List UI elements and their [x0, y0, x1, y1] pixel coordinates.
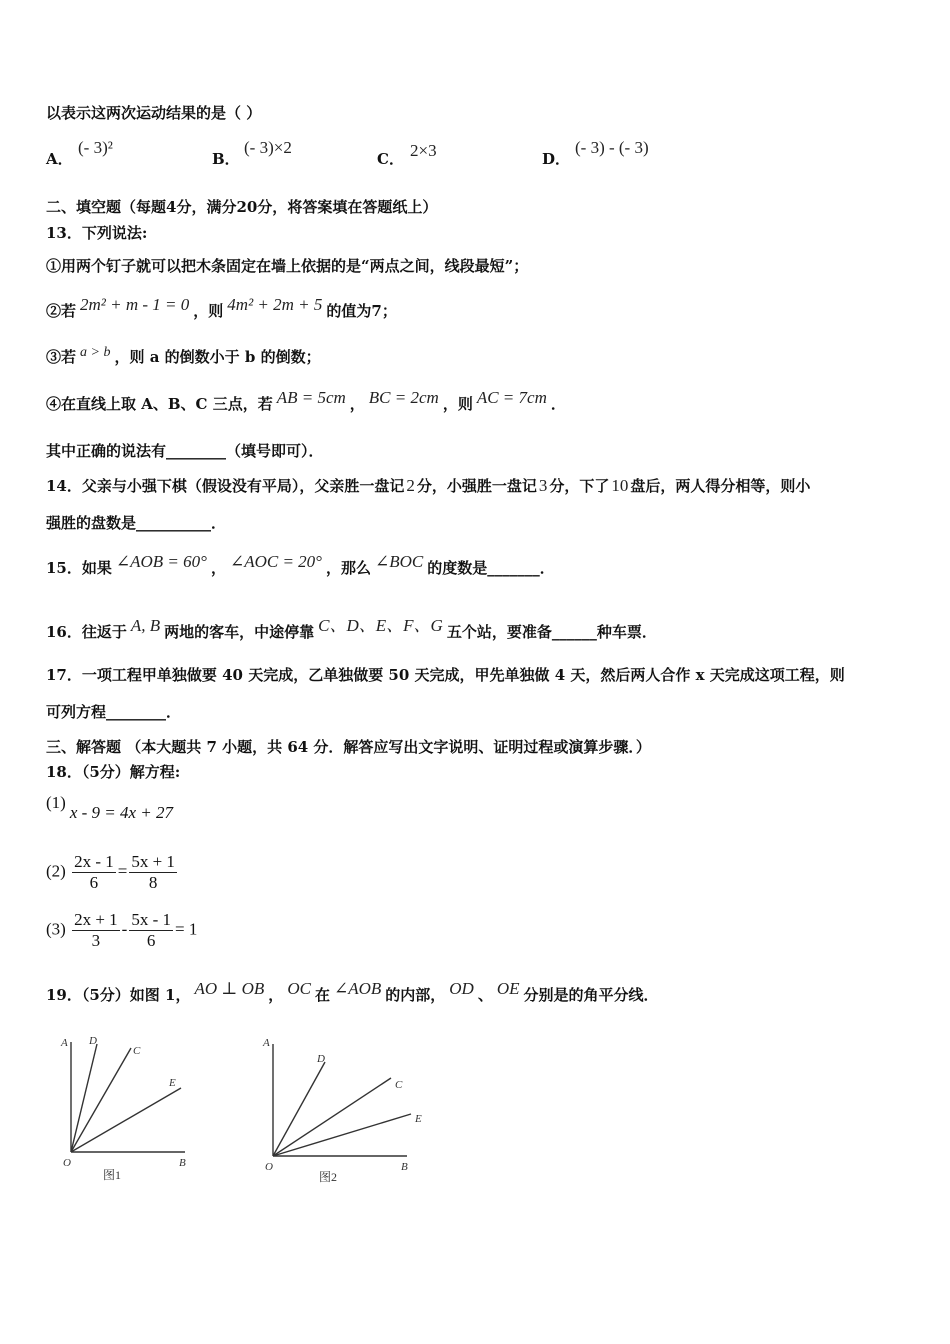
- q13-tail: 其中正确的说法有________（填号即可）．: [46, 442, 324, 460]
- fig2-ray-oc: [273, 1078, 391, 1156]
- fig2-ray-oe: [273, 1114, 411, 1156]
- q13-statement-1: ①用两个钉子就可以把木条固定在墙上依据的是“两点之间，线段最短”；: [46, 257, 529, 275]
- q19-line: 19．（5分）如图 1， AO ⊥ OB ， OC 在 ∠AOB 的内部， OD 、 OE 分别是的角平分线．: [46, 979, 659, 1004]
- q17-line-2: 可列方程________．: [46, 703, 182, 721]
- fig1-label-b: B: [179, 1157, 186, 1169]
- figure-2-diagram: [255, 1030, 435, 1190]
- fig2-label-o: O: [265, 1161, 273, 1173]
- fig2-label-c: C: [395, 1079, 403, 1091]
- fig2-label-a: A: [263, 1037, 270, 1049]
- option-a-expr: (- 3)²: [78, 138, 113, 157]
- option-d-expr: (- 3) - (- 3): [575, 138, 649, 157]
- figure-1-diagram: [55, 1030, 205, 1190]
- section-3-title: 三、解答题 （本大题共 7 小题，共 64 分．解答应写出文字说明、证明过程或演算步骤．）: [46, 738, 651, 756]
- section-2-title: 二、填空题（每题4分，满分20分，将答案填在答题纸上）: [46, 198, 438, 216]
- fig1-label-o: O: [63, 1157, 71, 1169]
- fig1-caption: 图1: [103, 1168, 122, 1182]
- q13-stem: 13．下列说法:: [46, 224, 148, 242]
- fig2-label-e: E: [415, 1113, 422, 1125]
- question-intro: 以表示这两次运动结果的是（ ）: [46, 104, 262, 122]
- option-b-label: B．: [212, 150, 240, 168]
- fig1-label-a: A: [61, 1037, 68, 1049]
- q13-statement-3: ③若 a > b ，则 a 的倒数小于 b 的倒数；: [46, 345, 321, 366]
- fig1-label-d: D: [89, 1035, 97, 1047]
- fig2-label-b: B: [401, 1161, 408, 1173]
- q18-eq2-fraction-left: $\frac{2x - 1}{6}$: [74, 852, 114, 892]
- q17-line-1: 17．一项工程甲单独做要 40 天完成，乙单独做要 50 天完成，甲先单独做 4 天，然后两人合作 x 天完成这项工程，则: [46, 666, 845, 684]
- q16-line: 16．往返于 A, B 两地的客车，中途停靠 C、D、E、F、G 五个站，要准备______种车票．: [46, 616, 657, 641]
- q18-eq2-fraction-right: $\frac{5x + 1}{8}$: [131, 852, 175, 892]
- option-a-label: A．: [46, 150, 73, 168]
- q18-equation-1: (1)x - 9 = 4x + 27: [46, 793, 174, 822]
- option-c-label: C．: [377, 150, 404, 168]
- option-c-expr: 2×3: [410, 141, 437, 160]
- q13-statement-4: ④在直线上取 A、B、C 三点，若 AB = 5cm ， BC = 2cm ，则 AC = 7cm ．: [46, 388, 566, 413]
- q14-line-2: 强胜的盘数是__________．: [46, 514, 227, 532]
- fig2-label-d: D: [317, 1053, 325, 1065]
- fig1-label-c: C: [133, 1045, 141, 1057]
- fig1-ray-oe: [71, 1088, 181, 1152]
- fig1-ray-oc: [71, 1048, 131, 1152]
- q15-line: 15．如果 ∠AOB = 60° ， ∠AOC = 20° ，那么 ∠BOC 的度数是_______．: [46, 552, 555, 577]
- q13-statement-2: ②若 2m² + m - 1 = 0 ，则 4m² + 2m + 5 的值为7；: [46, 295, 397, 320]
- q18-equation-3: (3) $\frac{2x + 1}{3}$ - $\frac{5x - 1}{6}$ = 1: [46, 910, 198, 950]
- q14-line-1: 14．父亲与小强下棋（假设没有平局），父亲胜一盘记 2 分，小强胜一盘记 3 分，下了 10 盘后，两人得分相等，则小: [46, 476, 811, 495]
- q18-eq3-fraction-right: $\frac{5x - 1}{6}$: [131, 910, 172, 950]
- option-d-label: D．: [542, 150, 571, 168]
- q18-equation-2: (2) $\frac{2x - 1}{6}$ = $\frac{5x + 1}{8}$: [46, 852, 175, 892]
- option-b-expr: (- 3)×2: [244, 138, 292, 157]
- q18-eq3-fraction-left: $\frac{2x + 1}{3}$: [74, 910, 118, 950]
- q18-stem: 18．（5分）解方程:: [46, 763, 181, 781]
- fig1-ray-od: [71, 1044, 97, 1152]
- fig2-caption: 图2: [319, 1170, 338, 1184]
- fig1-label-e: E: [169, 1077, 176, 1089]
